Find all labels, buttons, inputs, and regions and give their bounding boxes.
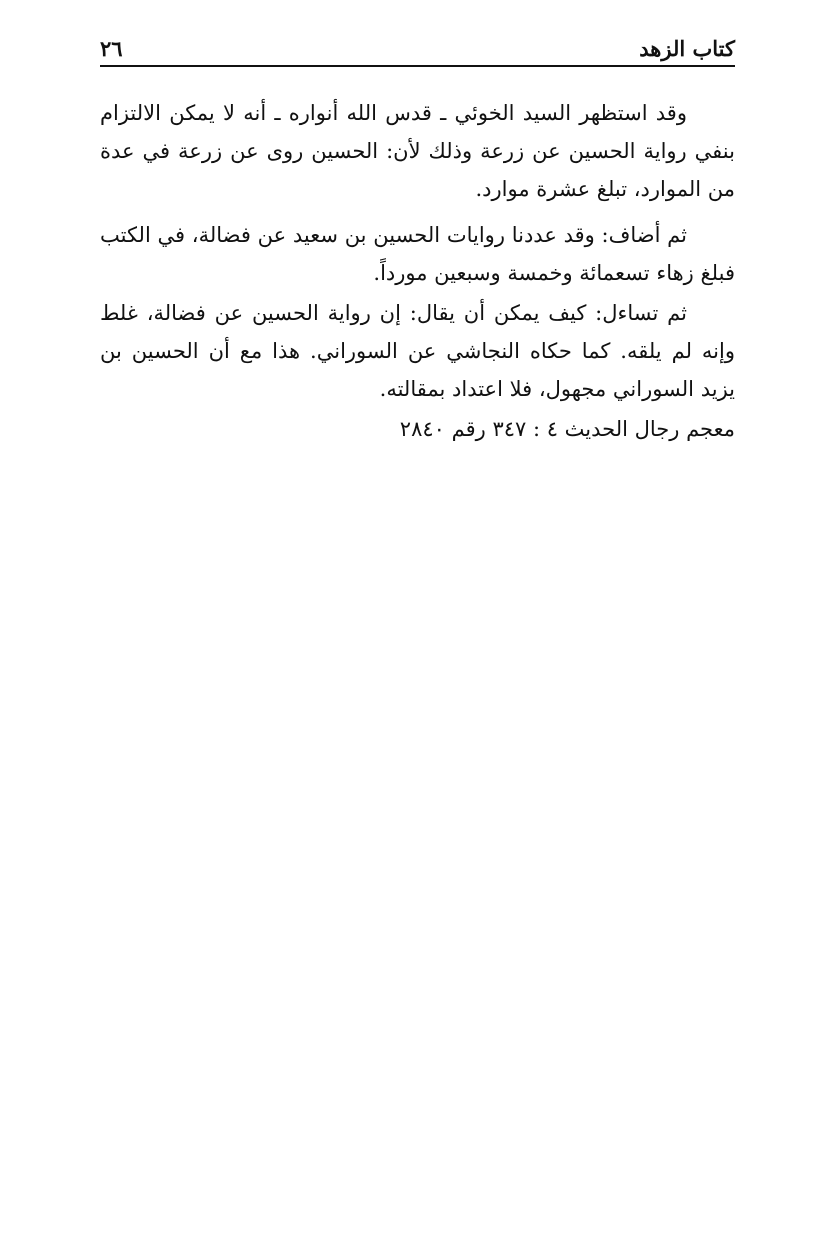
paragraph-3: ثم تساءل: كيف يمكن أن يقال: إن رواية الحسين عن فضالة، غلط وإنه لم يلقه. كما حكاه النجاشي عن السوراني. هذا مع أن الحسين بن يزيد السوراني مجهول، فلا اعتداد بمقالته.: [100, 301, 735, 401]
paragraph-1: وقد استظهر السيد الخوئي ـ قدس الله أنواره ـ أنه لا يمكن الالتزام بنفي رواية الحسين عن زرعة وذلك لأن: الحسين روى عن زرعة في عدة من الموارد، تبلغ عشرة موارد.: [100, 101, 735, 201]
running-header: [100, 28, 735, 64]
main-text: [100, 94, 735, 448]
running-title: كتاب الزهد: [639, 36, 735, 61]
page-number: ٢٦: [100, 36, 123, 61]
footnote-reference: معجم رجال الحديث ٤ : ٣٤٧ رقم ٢٨٤٠: [399, 417, 735, 441]
header-divider: [100, 65, 735, 67]
paragraph-2: ثم أضاف: وقد عددنا روايات الحسين بن سعيد عن فضالة، في الكتب فبلغ زهاء تسعمائة وخمسة وسبعين مورداً.: [100, 223, 735, 285]
